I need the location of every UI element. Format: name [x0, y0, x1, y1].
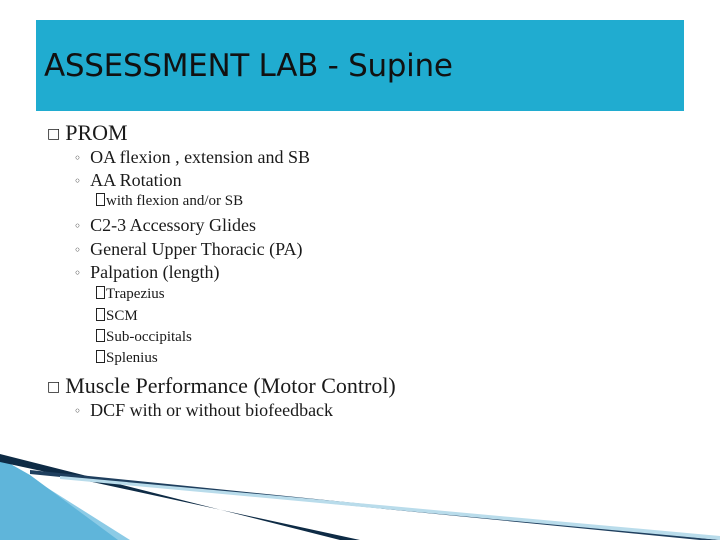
bullet-trapezius: Trapezius — [96, 286, 165, 303]
ring-bullet-icon: ◦ — [74, 404, 82, 418]
bullet-muscle-performance: □ Muscle Performance (Motor Control) — [47, 373, 396, 398]
square-bullet-icon: □ — [47, 379, 61, 395]
bullet-prom: □ PROM — [47, 120, 128, 145]
bullet-oa-flexion: ◦ OA flexion , extension and SB — [74, 147, 311, 167]
missing-glyph-box-icon — [96, 286, 105, 299]
bullet-splenius: Splenius — [96, 350, 158, 367]
ring-bullet-icon: ◦ — [74, 174, 82, 188]
ring-bullet-icon: ◦ — [74, 243, 82, 257]
decorative-stripes — [0, 440, 720, 540]
missing-glyph-box-icon — [96, 193, 105, 206]
ring-bullet-icon: ◦ — [74, 219, 82, 233]
square-bullet-icon: □ — [47, 126, 61, 142]
pale-stripe — [60, 476, 720, 540]
bullet-upper-thoracic: ◦ General Upper Thoracic (PA) — [74, 239, 303, 259]
missing-glyph-box-icon — [96, 308, 105, 321]
ring-bullet-icon: ◦ — [74, 151, 82, 165]
bullet-dcf: ◦ DCF with or without biofeedback — [74, 400, 334, 420]
missing-glyph-box-icon — [96, 350, 105, 363]
bullet-c2-3: ◦ C2-3 Accessory Glides — [74, 215, 257, 235]
bullet-aa-rotation: ◦ AA Rotation — [74, 170, 182, 190]
missing-glyph-box-icon — [96, 329, 105, 342]
bullet-suboccipitals: Sub-occipitals — [96, 329, 192, 346]
bullet-with-flexion: with flexion and/or SB — [96, 193, 243, 210]
ring-bullet-icon: ◦ — [74, 266, 82, 280]
bullet-scm: SCM — [96, 308, 138, 325]
bullet-palpation: ◦ Palpation (length) — [74, 262, 220, 282]
slide-title: ASSESSMENT LAB - Supine — [44, 48, 453, 84]
